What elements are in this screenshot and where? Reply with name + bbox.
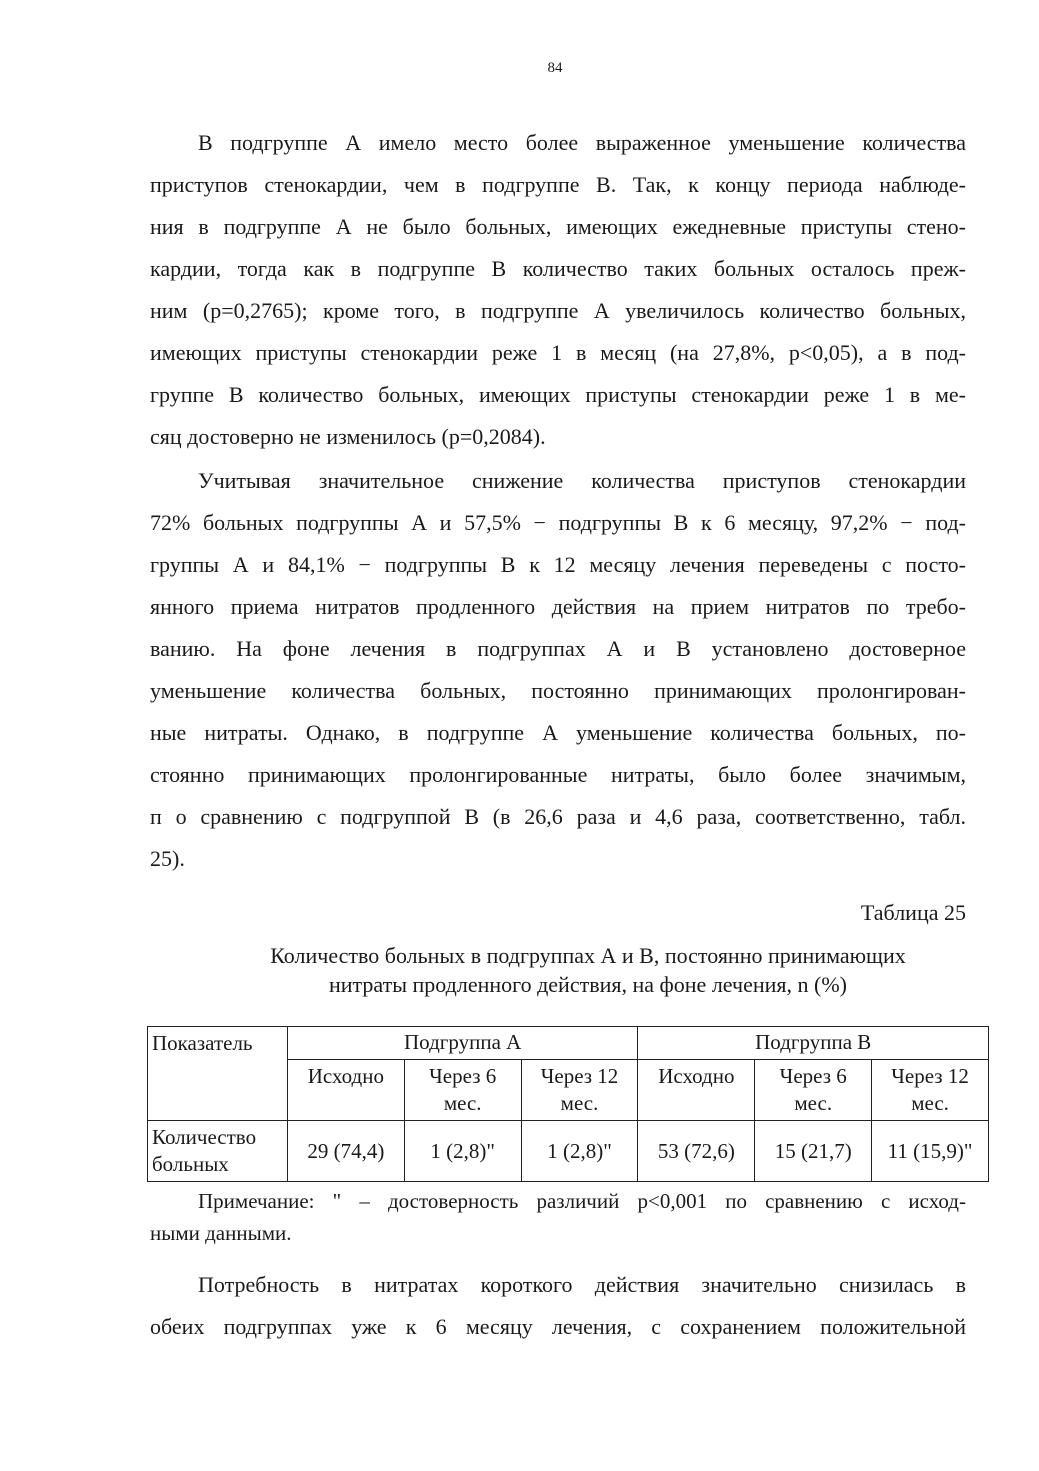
header-6-months-b: [755, 1060, 872, 1121]
table-note: [150, 1185, 966, 1249]
text-line: сяц достоверно не изменилось (p=0,2084).: [150, 424, 546, 449]
row-label: [148, 1121, 288, 1182]
header-text: Через 6: [429, 1064, 497, 1088]
header-12-months-b: [872, 1060, 989, 1121]
text-line: обеих подгруппах уже к 6 месяцу лечения, с сохранением положительной: [150, 1314, 966, 1339]
header-text: Исходно: [658, 1064, 735, 1088]
text-line: уменьшение количества больных, постоянно принимающих пролонгирован-: [150, 678, 966, 703]
text-line: ванию. На фоне лечения в подгруппах А и В установлено достоверное: [150, 636, 966, 661]
note-line: ными данными.: [150, 1221, 292, 1245]
text-line: янного приема нитратов продленного действия на прием нитратов по требо-: [150, 594, 966, 619]
text-line: кардии, тогда как в подгруппе В количество таких больных осталось преж-: [150, 256, 966, 281]
paragraph-1: [150, 122, 966, 458]
table-cell: 1 (2,8)": [404, 1121, 521, 1182]
text-line: стоянно принимающих пролонгированные нитраты, было более значимым,: [150, 762, 966, 787]
text-line: приступов стенокардии, чем в подгруппе В. Так, к концу периода наблюде-: [150, 172, 966, 197]
row-label-text: больных: [152, 1152, 229, 1176]
header-text: мес.: [560, 1091, 599, 1115]
data-table: [147, 1026, 989, 1182]
text-line: Потребность в нитратах короткого действия значительно снизилась в: [198, 1272, 966, 1297]
paragraph-3: [150, 1264, 966, 1348]
header-group-b: Подгруппа В: [638, 1027, 989, 1060]
table-cell: 53 (72,6): [638, 1121, 755, 1182]
text-line: ные нитраты. Однако, в подгруппе А уменьшение количества больных, по-: [150, 720, 966, 745]
text-line: п о сравнению с подгруппой В (в 26,6 раза и 4,6 раза, соответственно, табл.: [150, 804, 966, 829]
header-text: мес.: [443, 1091, 482, 1115]
header-group-a: Подгруппа А: [287, 1027, 638, 1060]
table-row: [148, 1121, 989, 1182]
table-cell: 15 (21,7): [755, 1121, 872, 1182]
page-number: 84: [547, 60, 563, 76]
text-line: 25).: [150, 846, 185, 871]
table-header-row: [148, 1027, 989, 1060]
text-line: Учитывая значительное снижение количества приступов стенокардии: [198, 468, 966, 493]
row-label-text: Количество: [152, 1125, 257, 1149]
text-line: ния в подгруппе А не было больных, имеющих ежедневные приступы стено-: [150, 214, 966, 239]
text-line: группы А и 84,1% − подгруппы В к 12 месяцу лечения переведены с посто-: [150, 552, 966, 577]
table-number: Таблица 25: [860, 900, 966, 925]
text-line: группе В количество больных, имеющих приступы стенокардии реже 1 в ме-: [150, 382, 966, 407]
table-cell: 1 (2,8)": [521, 1121, 638, 1182]
table-caption-line: нитраты продленного действия, на фоне лечения, n (%): [328, 972, 847, 997]
text-line: имеющих приступы стенокардии реже 1 в месяц (на 27,8%, p<0,05), а в под-: [150, 340, 966, 365]
table-caption: [150, 941, 1026, 999]
header-6-months-a: [404, 1060, 521, 1121]
header-indicator: Показатель: [148, 1027, 288, 1121]
header-text: Через 12: [891, 1064, 969, 1088]
header-text: Через 6: [779, 1064, 847, 1088]
table-caption-line: Количество больных в подгруппах А и В, постоянно принимающих: [270, 943, 906, 968]
text-line: 72% больных подгруппы А и 57,5% − подгруппы В к 6 месяцу, 97,2% − под-: [150, 510, 966, 535]
note-line: Примечание: " – достоверность различий p<0,001 по сравнению с исход-: [198, 1189, 966, 1213]
header-12-months-a: [521, 1060, 638, 1121]
text-line: В подгруппе А имело место более выраженное уменьшение количества: [198, 130, 966, 155]
text-line: ним (p=0,2765); кроме того, в подгруппе А увеличилось количество больных,: [150, 298, 966, 323]
header-baseline-a: [287, 1060, 404, 1121]
header-text: мес.: [794, 1091, 833, 1115]
paragraph-2: [150, 460, 966, 880]
table-cell: 29 (74,4): [287, 1121, 404, 1182]
header-text: Исходно: [307, 1064, 384, 1088]
table-cell: 11 (15,9)": [872, 1121, 989, 1182]
header-text: Через 12: [540, 1064, 619, 1088]
header-text: мес.: [911, 1091, 949, 1115]
header-baseline-b: [638, 1060, 755, 1121]
